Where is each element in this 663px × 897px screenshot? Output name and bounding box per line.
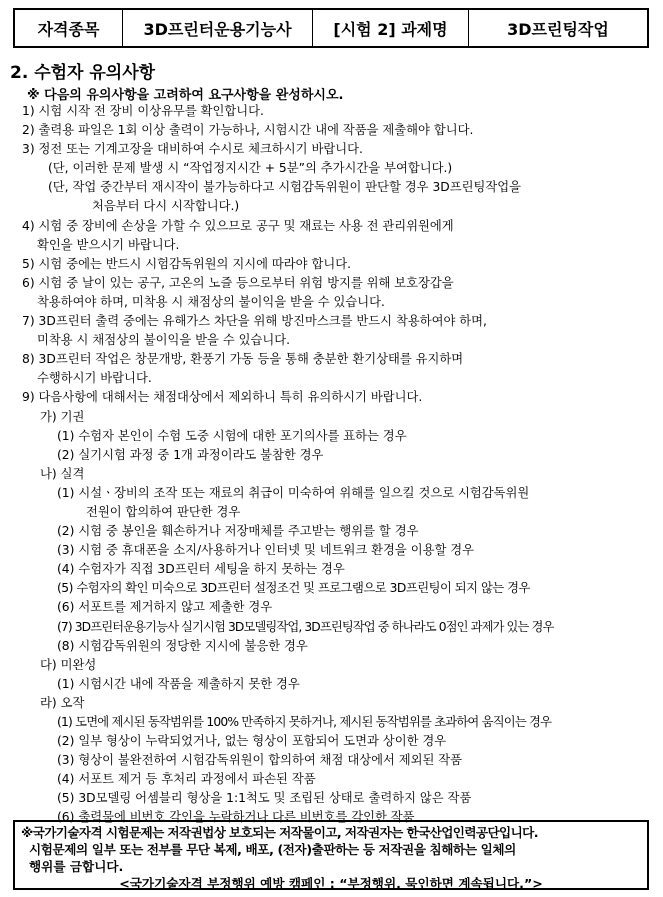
list-item: 처음부터 다시 시작합니다.) — [92, 199, 240, 214]
header-subject: 3D프린터운용기능사 — [123, 10, 313, 46]
list-item: 8) 3D프린터 작업은 창문개방, 환풍기 가동 등을 통해 충분한 환기상태를 유지하며 — [22, 352, 464, 367]
header-label: 자격종목 — [15, 10, 123, 46]
list-item: (단, 이러한 문제 발생 시 “작업정지시간 + 5분”의 추가시간을 부여합니다.) — [48, 161, 453, 176]
sub-item: (2) 실기시험 과정 중 1개 과정이라도 불참한 경우 — [57, 447, 324, 462]
header-exam: [시험 2] 과제명 — [313, 10, 469, 46]
sub-item: 전원이 합의하여 판단한 경우 — [86, 504, 241, 519]
header-task: 3D프린팅작업 — [507, 19, 609, 39]
copyright-line: ※국가기술자격 시험문제는 저작권법상 보호되는 저작물이고, 저작권자는 한국산업인력공단입니다. — [21, 825, 538, 840]
sub-item: (4) 서포트 제거 등 후처리 과정에서 파손된 작품 — [57, 772, 316, 787]
list-item: 미착용 시 채점상의 불이익을 받을 수 있습니다. — [37, 333, 291, 348]
instructions-list — [22, 102, 652, 828]
list-item: 착용하여야 하며, 미착용 시 채점상의 불이익을 받을 수 있습니다. — [37, 294, 385, 309]
list-item: 확인을 받으시기 바랍니다. — [37, 237, 180, 252]
group-title: 라) 오작 — [40, 695, 85, 710]
sub-item: (1) 도면에 제시된 동작범위를 100% 만족하지 못하거나, 제시된 동작범위를 초과하여 움직이는 경우 — [57, 715, 552, 729]
sub-item: (1) 시설ㆍ장비의 조작 또는 재료의 취급이 미숙하여 위해를 일으킬 것으로 시험감독위원 — [57, 485, 530, 500]
sub-item: (6) 서포트를 제거하지 않고 제출한 경우 — [57, 600, 273, 615]
sub-item: (3) 형상이 불완전하여 시험감독위원이 합의하여 채점 대상에서 제외된 작품 — [57, 753, 463, 768]
list-item: 수행하시기 바랍니다. — [37, 371, 152, 386]
list-item: (단, 작업 중간부터 재시작이 불가능하다고 시험감독위원이 판단할 경우 3D프린팅작업을 — [48, 180, 522, 195]
group-title: 나) 실격 — [40, 466, 85, 481]
sub-item: (2) 시험 중 봉인을 훼손하거나 저장매체를 주고받는 행위를 할 경우 — [57, 524, 419, 539]
list-item: 7) 3D프린터 출력 중에는 유해가스 차단을 위해 방진마스크를 반드시 착용하여야 하며, — [22, 314, 487, 329]
list-item: 2) 출력용 파일은 1회 이상 출력이 가능하나, 시험시간 내에 작품을 제출해야 합니다. — [22, 123, 474, 138]
list-item: 4) 시험 중 장비에 손상을 가할 수 있으므로 공구 및 재료는 사용 전 관리위원에게 — [22, 218, 454, 233]
sub-item: (1) 수험자 본인이 수험 도중 시험에 대한 포기의사를 표하는 경우 — [57, 428, 407, 443]
sub-item: (4) 수험자가 직접 3D프린터 세팅을 하지 못하는 경우 — [57, 562, 345, 577]
sub-item: (8) 시험감독위원의 정당한 지시에 불응한 경우 — [57, 638, 308, 653]
copyright-line: 행위를 금합니다. — [29, 859, 124, 874]
section-title: 2. 수험자 유의사항 — [10, 63, 156, 83]
list-item: 6) 시험 중 날이 있는 공구, 고온의 노즐 등으로부터 위험 방지를 위해 보호장갑을 — [22, 275, 454, 290]
list-item: 9) 다음사항에 대해서는 채점대상에서 제외하니 특히 유의하시기 바랍니다. — [22, 390, 423, 405]
group-title: 가) 기권 — [40, 409, 85, 424]
list-item: 5) 시험 중에는 반드시 시험감독위원의 지시에 따라야 합니다. — [22, 256, 351, 271]
header-table — [13, 8, 649, 48]
sub-item: (3) 시험 중 휴대폰을 소지/사용하거나 인터넷 및 네트워크 환경을 이용할 경우 — [57, 543, 475, 558]
sub-item: (5) 수험자의 확인 미숙으로 3D프린터 설정조건 및 프로그램으로 3D프린팅이 되지 않는 경우 — [57, 581, 530, 596]
sub-item: (6) 출력물에 비번호 각인을 누락하거나 다른 비번호를 각인한 작품 — [57, 810, 415, 825]
group-title: 다) 미완성 — [40, 657, 97, 672]
sub-item: (1) 시험시간 내에 작품을 제출하지 못한 경우 — [57, 676, 300, 691]
list-item: 1) 시험 시작 전 장비 이상유무를 확인합니다. — [22, 104, 264, 118]
copyright-line: 시험문제의 일부 또는 전부를 무단 복제, 배포, (전자)출판하는 등 저작권을 침해하는 일체의 — [29, 842, 516, 857]
list-item: 3) 정전 또는 기계고장을 대비하여 수시로 체크하시기 바랍니다. — [22, 142, 363, 157]
copyright-notice — [13, 820, 649, 890]
sub-item: (5) 3D모델링 어셈블리 형상을 1:1척도 및 조립된 상태로 출력하지 않은 작품 — [57, 791, 472, 806]
campaign-line: <국가기술자격 부정행위 예방 캠페인 : “부정행위, 묵인하면 계속됩니다.”> — [119, 876, 543, 891]
sub-item: (2) 일부 형상이 누락되었거나, 없는 형상이 포함되어 도면과 상이한 경우 — [57, 734, 447, 749]
notice-text: ※ 다음의 유의사항을 고려하여 요구사항을 완성하시오. — [27, 88, 344, 103]
sub-item: (7) 3D프린터운용기능사 실기시험 3D모델링작업, 3D프린팅작업 중 하나라도 0점인 과제가 있는 경우 — [57, 619, 554, 634]
